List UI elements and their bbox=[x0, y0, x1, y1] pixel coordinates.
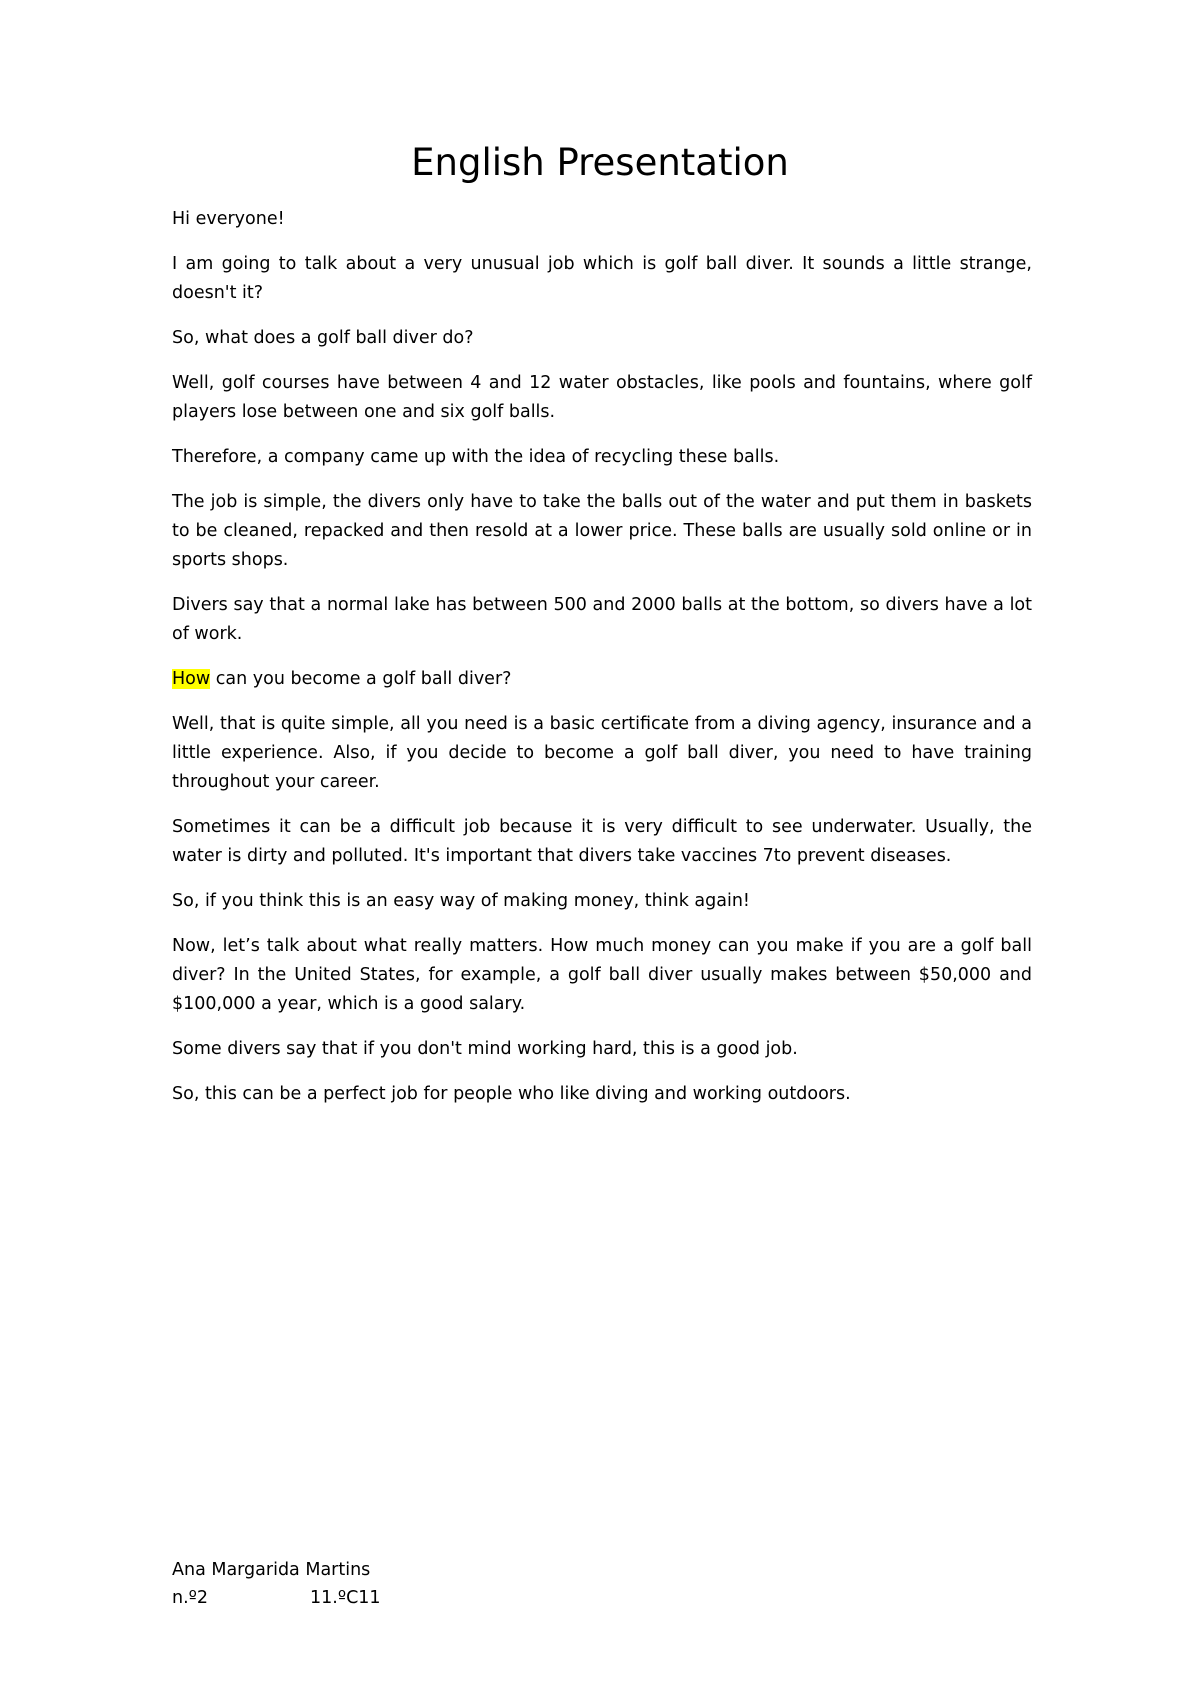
highlighted-word: How bbox=[172, 669, 211, 689]
paragraph-recycling: Therefore, a company came up with the idea of recycling these balls. bbox=[172, 447, 780, 467]
paragraph-intro: I am going to talk about a very unusual job which is golf ball diver. It sounds a little strange, doesn't it? bbox=[172, 254, 1032, 303]
paragraph-lake-balls: Divers say that a normal lake has between 500 and 2000 balls at the bottom, so divers have a lot of work. bbox=[172, 595, 1032, 644]
paragraph-greeting: Hi everyone! bbox=[172, 209, 285, 229]
footer-class: 11.ºC11 bbox=[310, 1588, 381, 1608]
paragraph-water-obstacles: Well, golf courses have between 4 and 12 water obstacles, like pools and fountains, where golf players lose between one and six golf balls. bbox=[172, 373, 1032, 422]
paragraph-difficulty: Sometimes it can be a difficult job because it is very difficult to see underwater. Usually, the water is dirty and polluted. It's important that divers take vaccines 7to prevent diseases. bbox=[172, 817, 1032, 866]
paragraph-job-description: The job is simple, the divers only have to take the balls out of the water and put them in baskets to be cleaned, repacked and then resold at a lower price. These balls are usually sold online or in sports shops. bbox=[172, 492, 1032, 570]
paragraph-think-again: So, if you think this is an easy way of making money, think again! bbox=[172, 891, 750, 911]
paragraph-question-how bbox=[172, 665, 1032, 694]
paragraph-question-how-rest: can you become a golf ball diver? bbox=[210, 669, 512, 689]
footer-author: Ana Margarida Martins bbox=[172, 1560, 371, 1580]
paragraph-good-job: Some divers say that if you don't mind working hard, this is a good job. bbox=[172, 1039, 798, 1059]
footer-number: n.º2 bbox=[172, 1588, 209, 1608]
paragraph-requirements: Well, that is quite simple, all you need is a basic certificate from a diving agency, insurance and a little experience. Also, if you decide to become a golf ball diver, you need to have training throughout your career. bbox=[172, 714, 1032, 792]
paragraph-question-what: So, what does a golf ball diver do? bbox=[172, 328, 474, 348]
footer-info-row bbox=[172, 1584, 381, 1612]
document-body bbox=[172, 205, 1032, 1125]
document-title: English Presentation bbox=[411, 141, 789, 184]
document-footer bbox=[172, 1556, 381, 1612]
paragraph-conclusion: So, this can be a perfect job for people who like diving and working outdoors. bbox=[172, 1084, 851, 1104]
paragraph-salary: Now, let’s talk about what really matters. How much money can you make if you are a golf ball diver? In the United States, for example, a golf ball diver usually makes between $50,000 and $100,000 a year, which is a good salary. bbox=[172, 936, 1032, 1014]
